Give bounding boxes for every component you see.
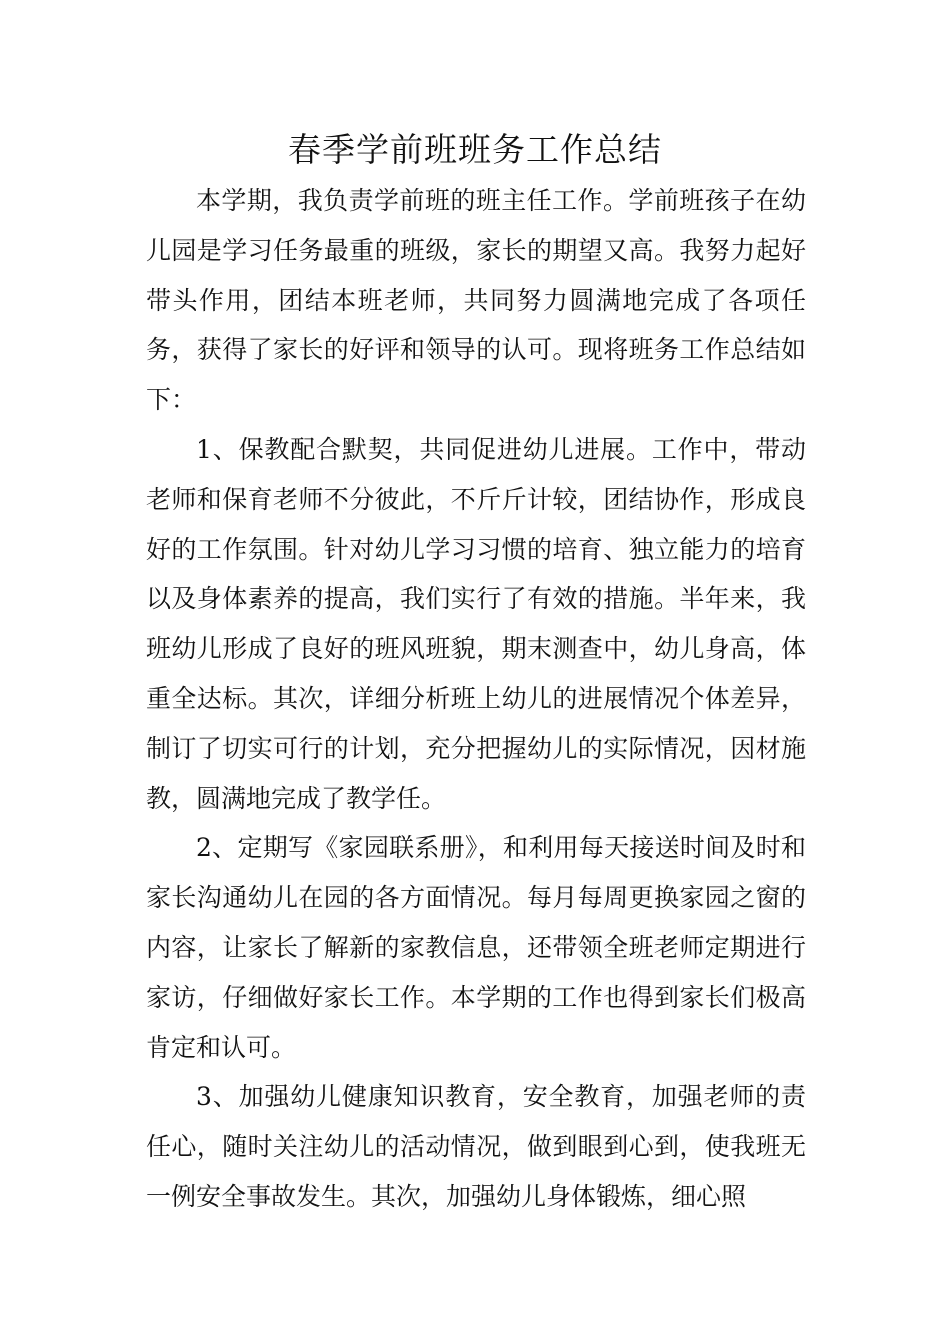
paragraph-1: 1、保教配合默契，共同促进幼儿进展。工作中，带动老师和保育老师不分彼此，不斤斤计较，团结协作，形成良好的工作氛围。针对幼儿学习习惯的培育、独立能力的培育以及身体素养的提高，我们实行了有效的措施。半年来，我班幼儿形成了良好的班风班貌，期末测查中，幼儿身高，体重全达标。其次，详细分析班上幼儿的进展情况个体差异，制订了切实可行的计划，充分把握幼儿的实际情况，因材施教，圆满地完成了教学任。 <box>146 434 806 813</box>
paragraph-intro: 本学期，我负责学前班的班主任工作。学前班孩子在幼儿园是学习任务最重的班级，家长的期望又高。我努力起好带头作用，团结本班老师，共同努力圆满地完成了各项任务，获得了家长的好评和领导的认可。现将班务工作总结如下： <box>146 186 806 415</box>
paragraph-3: 3、加强幼儿健康知识教育，安全教育，加强老师的责任心，随时关注幼儿的活动情况，做到眼到心到，使我班无一例安全事故发生。其次，加强幼儿身体锻炼，细心照 <box>146 1082 806 1211</box>
document-title: 春季学前班班务工作总结 <box>288 130 662 169</box>
document-body <box>146 176 806 1222</box>
paragraph-2: 2、定期写《家园联系册》，和利用每天接送时间及时和家长沟通幼儿在园的各方面情况。每月每周更换家园之窗的内容，让家长了解新的家教信息，还带领全班老师定期进行家访，仔细做好家长工作。本学期的工作也得到家长们极高肯定和认可。 <box>146 833 806 1062</box>
